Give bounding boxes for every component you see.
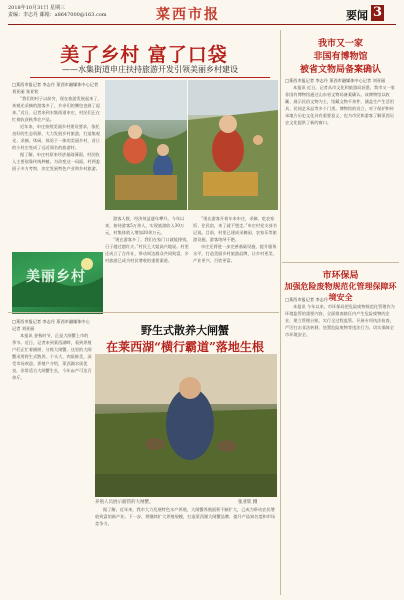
lead-column-2: [105, 215, 191, 310]
lead-paragraph: 据了解，申庄村原来经济基础薄弱，村民收入主要依靠传统种植。为改变这一局面，村两委班子多方考察，决定发展特色产业和乡村旅游。: [12, 152, 100, 171]
right-story2-body: [285, 296, 397, 594]
masthead: [8, 4, 396, 24]
harvest-photo-icon: [188, 80, 278, 210]
lead-byline: □莱西市报记者 李志丹 莱西市融媒体中心记者 刘亚丽 张亚钦: [12, 82, 99, 94]
editor-line: 责编：李志丹 邮箱：a8647000@163.com: [8, 12, 107, 18]
page-number: 3: [372, 5, 383, 20]
right-story1-text: 本报讯 近日，记者从市文化和旅游局获悉，我市又一家非国有博物馆通过山东省文物局备案确认。该博物馆以收藏、展示民俗文物为主，馆藏文物千余件，涵盖生产生活用具、民间艺术品等多个门类。博物馆的设立，对于保护和传承地方历史文化具有重要意义，也为市民和游客了解莱西历史文化提供了新的窗口。: [285, 85, 395, 125]
date-editor-line: [8, 5, 107, 19]
bottom-headline-line1: 野生式散养大闸蟹: [141, 324, 229, 337]
date-line: 2018年10月31日 星期三: [8, 5, 66, 11]
lead-subhead: ——水集街道申庄扶持旅游开发引领美丽乡村建设: [62, 65, 238, 74]
column-divider: [280, 30, 281, 595]
photo-credit: 张亚钦 摄: [238, 500, 258, 505]
masthead-rule: [8, 24, 396, 25]
right-story2-title-line2: 加强危险废物规范化管理保障环境安全: [284, 281, 397, 302]
section-divider: [8, 312, 279, 313]
lead-column-1: [12, 81, 103, 216]
subhead-rule: [30, 77, 270, 78]
banner-text: 美丽乡村: [26, 269, 86, 285]
lead-paragraph: “现在游客开着车来申庄，采摘、吃农家饭、住民宿，来了就不想走。”申庄村党支部书记说。目前，村里已建成采摘园、农家乐等旅游设施，游客络绎不绝。: [193, 216, 277, 242]
farm-photo-icon: [105, 80, 187, 210]
right-story1-byline: □莱西市报记者 李志丹 莱西市融媒体中心记者 刘亚丽: [285, 78, 386, 83]
right-story1-title-line2: 非国有博物馆: [313, 52, 368, 62]
lead-paragraph: 游客人数、经济效益逐年攀升。今年以来，接待游客5万余人，实现旅游收入30万元，村集体收入增加20余万元。: [105, 216, 185, 235]
bottom-headline-line2: 在莱西湖“横行霸道”落地生根: [106, 340, 264, 354]
bottom-column-left: [12, 318, 92, 596]
bottom-byline: □莱西市报记者 李志丹 莱西市融媒体中心记者 刘亚丽: [12, 319, 90, 331]
right-story2-title-line1: 市环保局: [322, 271, 359, 281]
right-story1-title-line3: 被省文物局备案确认: [299, 65, 381, 75]
right-story1-title-line1: 我市又一家: [317, 39, 363, 49]
beautiful-village-banner: [12, 252, 103, 314]
right-divider: [282, 262, 399, 263]
bottom-column-right: [95, 506, 277, 596]
right-story2-text: 本报讯 今年以来，市环保局把危险废物规范化管理作为环境监管的重要内容，全面排查辖区内产生危险废物的企业，建立管理台账，实行全过程监管。开展专项执法检查，严厉打击非法转移、处置危险废物等违法行为，切实保障全市环境安全。: [285, 304, 395, 337]
right-story1-body: [285, 77, 397, 257]
paper-title: 菜西市报: [156, 7, 220, 23]
right-story2-byline: □莱西市报记者 李志丹: [285, 297, 328, 302]
crab-farmer-photo-icon: [95, 354, 277, 497]
lead-headline: 美了乡村 富了口袋: [60, 44, 228, 66]
lead-paragraph: “我们的村子以前穷，现在旅游发展起来了，来观光采摘的游客多了，乡亲们的腰包也鼓了起来。”近日，记者来到水集街道申庄，村民们正在忙着收获秋季农产品。: [12, 96, 102, 122]
lead-paragraph: 近年来，申庄按照美丽乡村建设要求，依托良好的生态资源，大力发展乡村旅游，打造集观光、采摘、休闲、体验于一体的美丽乡村，昔日的小村庄变成了远近闻名的旅游村。: [12, 124, 100, 150]
lead-photo-left: [105, 80, 187, 210]
lead-photo-right: [188, 80, 278, 210]
bottom-paragraph: 据了解，近年来，我市大力发展特色水产养殖，大闸蟹养殖面积不断扩大，已成为带动农民增收致富的新产业。下一步，将继续扩大养殖规模，打造莱西湖大闸蟹品牌，提升产品知名度和市场竞争力。: [95, 507, 276, 526]
crab-photo: [95, 354, 277, 497]
crab-photo-caption: 养殖人员展示捕捞的大闸蟹。: [95, 500, 154, 505]
section-name: 要闻: [346, 9, 368, 22]
lead-column-3: [193, 215, 278, 310]
lead-paragraph: 申庄还将进一步完善基础设施，提升服务水平，打造美丽乡村旅游品牌，让乡村更美、产业更兴、百姓更富。: [193, 244, 277, 263]
lead-paragraph: “现在游客多了，我们在家门口就能挣钱，日子越过越红火。”村民王大姐高兴地说。村里还成立了合作社，带动周边群众共同致富，乡村旅游已成为村民增收的重要渠道。: [105, 237, 191, 263]
bottom-paragraph: 本报讯 金秋时节，正是大闸蟹上市的季节。近日，记者来到莱西湖畔，看到养殖户们正忙着捕捞、分拣大闸蟹。这里的大闸蟹采用野生式散养，个头大、肉质鲜美，深受市场欢迎。养殖户介绍，莱西湖水质优良，非常适合大闸蟹生长，今年亩产可达百余斤。: [12, 333, 92, 380]
